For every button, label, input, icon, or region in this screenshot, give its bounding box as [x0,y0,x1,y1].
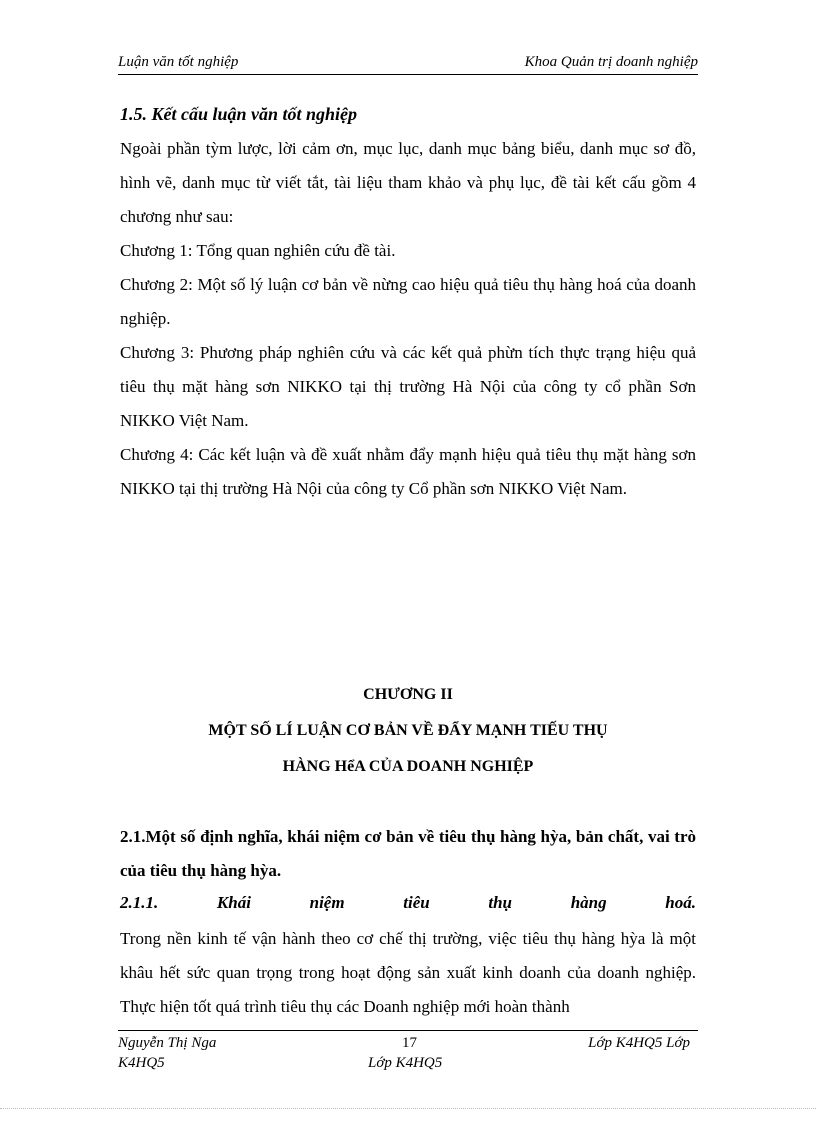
page-header [118,52,698,75]
paragraph: Trong nền kinh tế vận hành theo cơ chế thị trường, việc tiêu thụ hàng hỳa là một khâu hết sức quan trọng trong hoạt động sản xuất kinh doanh của doanh nghiệp. Thực hiện tốt quá trình tiêu thụ các Doanh nghiệp mới hoàn thành [120,929,696,1016]
section-title: 1.5. Kết cấu luận văn tốt nghiệp [120,104,358,124]
heading-word: hoá. [665,893,696,912]
footer-class-center: Lớp K4HQ5 [368,1055,443,1071]
paragraph: Chương 2: Một số lý luận cơ bản về nừng cao hiệu quả tiêu thụ hàng hoá của doanh nghiệp. [120,275,696,328]
footer-author: Nguyễn Thị Nga [118,1035,217,1051]
section-2-1-1-body [120,922,696,1024]
heading-word: tiêu [403,893,430,912]
chapter-title-line2: HÀNG HểA CỦA DOANH NGHIỆP [282,758,534,775]
section-1-5 [120,100,696,506]
chapter-number: CHƯƠNG II [363,686,453,703]
heading-word: hàng [570,893,607,912]
header-left: Luận văn tốt nghiệp [118,54,239,70]
section-2-1-1-title [120,888,696,918]
paragraph: Chương 3: Phương pháp nghiên cứu và các kết quả phừn tích thực trạng hiệu quả tiêu thụ mặt hàng sơn NIKKO tại thị trường Hà Nội của công ty cổ phần Sơn NIKKO Việt Nam. [120,343,696,430]
header-right: Khoa Quản trị doanh nghiệp [524,54,698,70]
heading-word: niệm [309,893,345,912]
heading-word: Khái [216,893,251,912]
page-number: 17 [402,1035,417,1051]
paragraph: Chương 1: Tổng quan nghiên cứu đề tài. [120,241,396,260]
chapter-title-line1: MỘT SỐ LÍ LUẬN CƠ BẢN VỀ ĐẨY MẠNH TIẾU THỤ [208,722,608,739]
footer-class-left: K4HQ5 [118,1055,165,1071]
footer-class-right: Lớp K4HQ5 Lớp [588,1035,690,1051]
heading-word: thụ [488,893,513,912]
page-footer [118,1030,698,1077]
paragraph: Chương 4: Các kết luận và đề xuất nhằm đẩy mạnh hiệu quả tiêu thụ mặt hàng sơn NIKKO tại thị trường Hà Nội của công ty Cổ phần sơn NIKKO Việt Nam. [120,445,696,498]
section-2-1-title: 2.1.Một số định nghĩa, khái niệm cơ bản về tiêu thụ hàng hỳa, bản chất, vai trò của tiêu thụ hàng hỳa. [120,827,696,880]
heading-word: 2.1.1. [120,893,159,912]
page-bottom-divider [0,1108,816,1109]
paragraph: Ngoài phần tỳm lược, lời cảm ơn, mục lục, danh mục bảng biểu, danh mục sơ đồ, hình vẽ, danh mục từ viết tắt, tài liệu tham khảo và phụ lục, đề tài kết cấu gồm 4 chương như sau: [120,139,696,226]
